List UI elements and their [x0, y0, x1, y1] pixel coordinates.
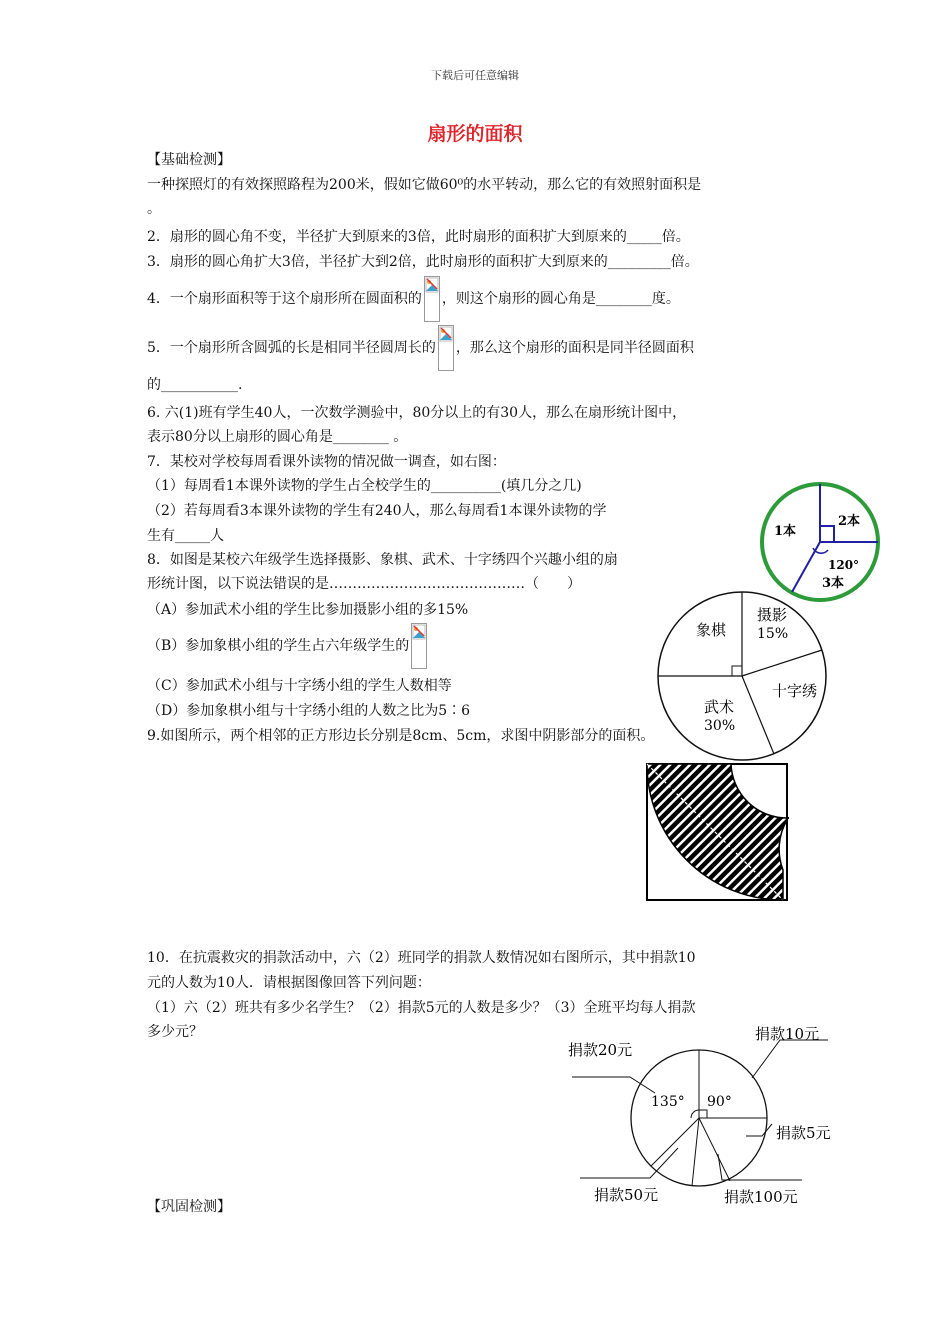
page-title: 扇形的面积 [427, 123, 523, 145]
q10-line3: （1）六（2）班共有多少名学生？（2）捐款5元的人数是多少？（3）全班平均每人捐款 [147, 1000, 696, 1016]
groups-radius-right [742, 650, 822, 676]
leader-d10 [752, 1040, 828, 1078]
books-radius-lower-left [792, 542, 820, 592]
q9: 9.如图所示，两个相邻的正方形边长分别是8cm、5cm，求图中阴影部分的面积。 [147, 728, 655, 744]
groups-label-embroidery: 十字绣 [772, 682, 818, 700]
donation-angle-135: 135° [651, 1094, 685, 1110]
q8-option-d: （D）参加象棋小组与十字绣小组的人数之比为5∶6 [147, 703, 471, 719]
broken-image-icon [438, 325, 454, 371]
page-header: 下载后可任意编辑 [431, 69, 519, 82]
groups-right-angle-mark [732, 666, 742, 676]
q8-option-b-text: （B）参加象棋小组的学生占六年级学生的 [147, 638, 410, 654]
groups-label-chess: 象棋 [696, 621, 727, 639]
donation-radius-lower-left [651, 1118, 699, 1166]
q1-line2: 。 [147, 201, 161, 217]
groups-label-martial: 武术 [704, 698, 735, 716]
donation-label-10: 捐款10元 [755, 1025, 820, 1043]
q6-line2: 表示80分以上扇形的圆心角是________ 。 [147, 429, 408, 445]
q7-part1: （1）每周看1本课外读物的学生占全校学生的__________(填几分之几) [147, 478, 582, 494]
leader-d100 [718, 1154, 802, 1180]
q7: 7．某校对学校每周看课外读物的情况做一调查，如右图： [147, 454, 506, 470]
donation-label-100: 捐款100元 [724, 1188, 798, 1206]
q4-text-a: 4．一个扇形面积等于这个扇形所在圆面积的 [147, 291, 422, 307]
q8-option-b [147, 623, 429, 669]
donation-pie-chart [560, 1018, 850, 1210]
q7-part2-line2: 生有_____人 [147, 528, 224, 544]
q4-text-b: ，则这个扇形的圆心角是________度。 [441, 291, 680, 307]
q8-option-a: （A）参加武术小组的学生比参加摄影小组的多15% [147, 602, 469, 618]
donation-angle-90: 90° [707, 1094, 732, 1110]
groups-radius-bottom [742, 676, 774, 754]
q5 [147, 325, 694, 371]
groups-pie-chart [654, 590, 834, 770]
q1-line1: 一种探照灯的有效探照路程为200米，假如它做60⁰的水平转动，那么它的有效照射面积是 [147, 177, 702, 193]
groups-label-martial-pct: 30% [704, 718, 736, 734]
books-angle-label: 120° [828, 558, 860, 572]
books-label-3: 3本 [822, 576, 845, 591]
broken-image-icon [411, 623, 427, 669]
section-basic-heading: 【基础检测】 [147, 152, 231, 168]
q4 [147, 276, 680, 322]
q2: 2．扇形的圆心角不变，半径扩大到原来的3倍，此时扇形的面积扩大到原来的_____倍。 [147, 229, 690, 245]
donation-angle-arc [691, 1110, 699, 1118]
q5-line2: 的___________. [147, 377, 243, 393]
leader-d5 [746, 1124, 772, 1136]
donation-radius-bottom-right [699, 1118, 730, 1181]
groups-label-photo-pct: 15% [757, 626, 789, 642]
donation-right-angle-mark [699, 1110, 707, 1118]
books-pie-chart [758, 478, 884, 608]
leader-d50 [580, 1148, 678, 1178]
books-right-angle-mark [820, 526, 834, 542]
q7-part2-line1: （2）若每周看3本课外读物的学生有240人，那么每周看1本课外读物的学 [147, 503, 607, 519]
broken-image-icon [424, 276, 440, 322]
donation-label-50: 捐款50元 [594, 1186, 659, 1204]
donation-label-5: 捐款5元 [776, 1124, 831, 1142]
q8-line1: 8．如图是某校六年级学生选择摄影、象棋、武术、十字绣四个兴趣小组的扇 [147, 552, 618, 568]
squares-shaded-figure [645, 762, 789, 902]
q8-line2: 形统计图，以下说法错误的是……………………………………（ ） [147, 576, 581, 592]
q10-line4: 多少元？ [147, 1024, 203, 1040]
q10-line1: 10．在抗震救灾的捐款活动中，六（2）班同学的捐款人数情况如右图所示，其中捐款10 [147, 950, 696, 966]
groups-label-photo: 摄影 [757, 606, 788, 624]
q3: 3．扇形的圆心角扩大3倍，半径扩大到2倍，此时扇形的面积扩大到原来的_________倍。 [147, 254, 699, 270]
section-consolidate-heading: 【巩固检测】 [147, 1199, 231, 1215]
q8-option-c: （C）参加武术小组与十字绣小组的学生人数相等 [147, 678, 452, 694]
q6-line1: 6. 六(1)班有学生40人，一次数学测验中，80分以上的有30人，那么在扇形统计图中， [147, 405, 687, 421]
books-label-2: 2本 [838, 514, 861, 529]
q10-line2: 元的人数为10人．请根据图像回答下列问题： [147, 975, 431, 991]
q5-text-b: ，那么这个扇形的面积是同半径圆面积 [455, 340, 694, 356]
donation-label-20: 捐款20元 [568, 1041, 633, 1059]
q5-text-a: 5．一个扇形所含圆弧的长是相同半径圆周长的 [147, 340, 436, 356]
books-label-1: 1本 [774, 524, 797, 539]
donation-radius-bottom [692, 1118, 699, 1186]
